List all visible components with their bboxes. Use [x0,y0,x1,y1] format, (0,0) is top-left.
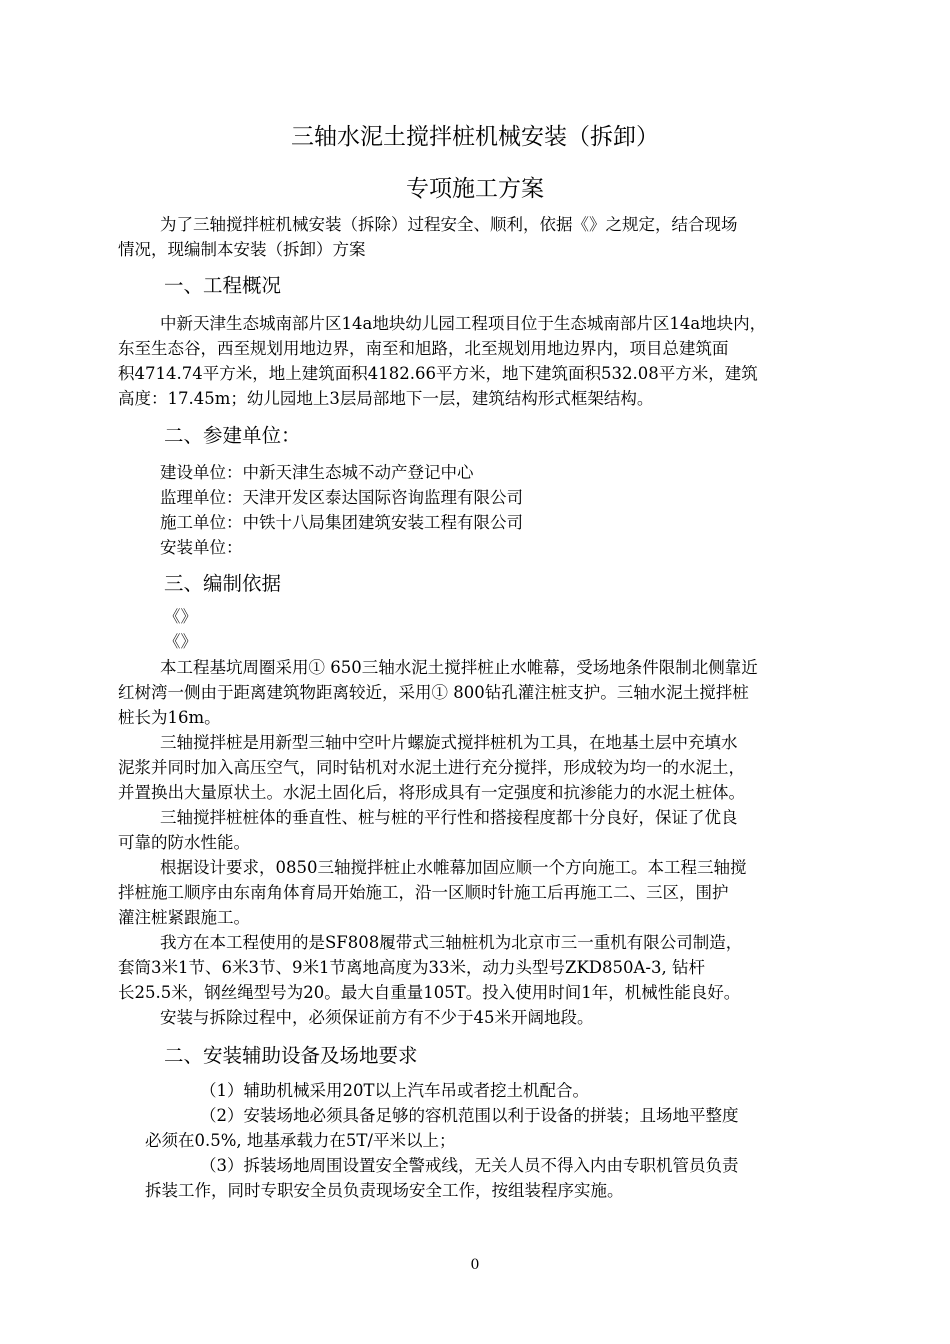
section-heading: 一、工程概况 [164,274,282,297]
paragraph-line: 三轴搅拌桩桩体的垂直性、桩与桩的平行性和搭接程度都十分良好，保证了优良 [160,808,738,827]
unit-line: 施工单位：中铁十八局集团建筑安装工程有限公司 [160,513,523,532]
list-item: 拆装工作，同时专职安全员负责现场安全工作，按组装程序实施。 [145,1181,624,1200]
section-heading: 二、安装辅助设备及场地要求 [164,1044,418,1067]
section-heading: 三、编制依据 [164,572,282,595]
list-item: 必须在0.5%, 地基承载力在5T/平米以上； [145,1131,456,1150]
paragraph-line: 桩长为16m。 [118,708,221,727]
paragraph-line: 中新天津生态城南部片区14a地块幼儿园工程项目位于生态城南部片区14a地块内， [160,314,767,333]
paragraph-line: 东至生态谷，西至规划用地边界，南至和旭路，北至规划用地边界内，项目总建筑面 [118,339,729,358]
paragraph-line: 我方在本工程使用的是SF808履带式三轴桩机为北京市三一重机有限公司制造， [160,933,743,952]
unit-line: 监理单位：天津开发区泰达国际咨询监理有限公司 [160,488,523,507]
section-heading: 二、参建单位： [164,424,301,447]
list-item: （2）安装场地必须具备足够的容机范围以利于设备的拼装；且场地平整度 [200,1106,739,1125]
list-item: （1）辅助机械采用20T以上汽车吊或者挖土机配合。 [200,1081,589,1100]
paragraph-line: 灌注桩紧跟施工。 [118,908,250,927]
reference-line: 《》 [164,632,197,651]
paragraph-line: 本工程基坑周圈采用① 650三轴水泥土搅拌桩止水帷幕，受场地条件限制北侧靠近 [160,658,758,677]
paragraph-line: 可靠的防水性能。 [118,833,250,852]
intro-line: 情况，现编制本安装（拆卸）方案 [118,240,366,259]
paragraph-line: 并置换出大量原状土。水泥土固化后，将形成具有一定强度和抗渗能力的水泥土桩体。 [118,783,745,802]
paragraph-line: 高度：17.45m；幼儿园地上3层局部地下一层，建筑结构形式框架结构。 [118,389,654,408]
page-number: 0 [470,1257,480,1273]
paragraph-line: 套筒3米1节、6米3节、9米1节离地高度为33米，动力头型号ZKD850A-3, 钻杆 [118,958,705,977]
document-title: 三轴水泥土搅拌桩机械安装（拆卸） [291,124,659,150]
paragraph-line: 积4714.74平方米，地上建筑面积4182.66平方米，地下建筑面积532.08平方米，建筑 [118,364,758,383]
paragraph-line: 根据设计要求，0850三轴搅拌桩止水帷幕加固应顺一个方向施工。本工程三轴搅 [160,858,747,877]
paragraph-line: 长25.5米，钢丝绳型号为20。最大自重量105T。投入使用时间1年，机械性能良好。 [118,983,741,1002]
paragraph-line: 泥浆并同时加入高压空气，同时钻机对水泥土进行充分搅拌，形成较为均一的水泥土， [118,758,745,777]
unit-line: 安装单位： [160,538,243,557]
paragraph-line: 红树湾一侧由于距离建筑物距离较近，采用① 800钻孔灌注桩支护。三轴水泥土搅拌桩 [118,683,749,702]
paragraph-line: 三轴搅拌桩是用新型三轴中空叶片螺旋式搅拌桩机为工具，在地基土层中充填水 [160,733,738,752]
paragraph-line: 安装与拆除过程中，必须保证前方有不少于45米开阔地段。 [160,1008,594,1027]
unit-line: 建设单位：中新天津生态城不动产登记中心 [160,463,474,482]
document-subtitle: 专项施工方案 [406,176,544,202]
reference-line: 《》 [164,607,197,626]
paragraph-line: 拌桩施工顺序由东南角体育局开始施工，沿一区顺时针施工后再施工二、三区，围护 [118,883,729,902]
list-item: （3）拆装场地周围设置安全警戒线，无关人员不得入内由专职机管员负责 [200,1156,739,1175]
intro-line: 为了三轴搅拌桩机械安装（拆除）过程安全、顺利，依据《》之规定，结合现场 [160,215,738,234]
